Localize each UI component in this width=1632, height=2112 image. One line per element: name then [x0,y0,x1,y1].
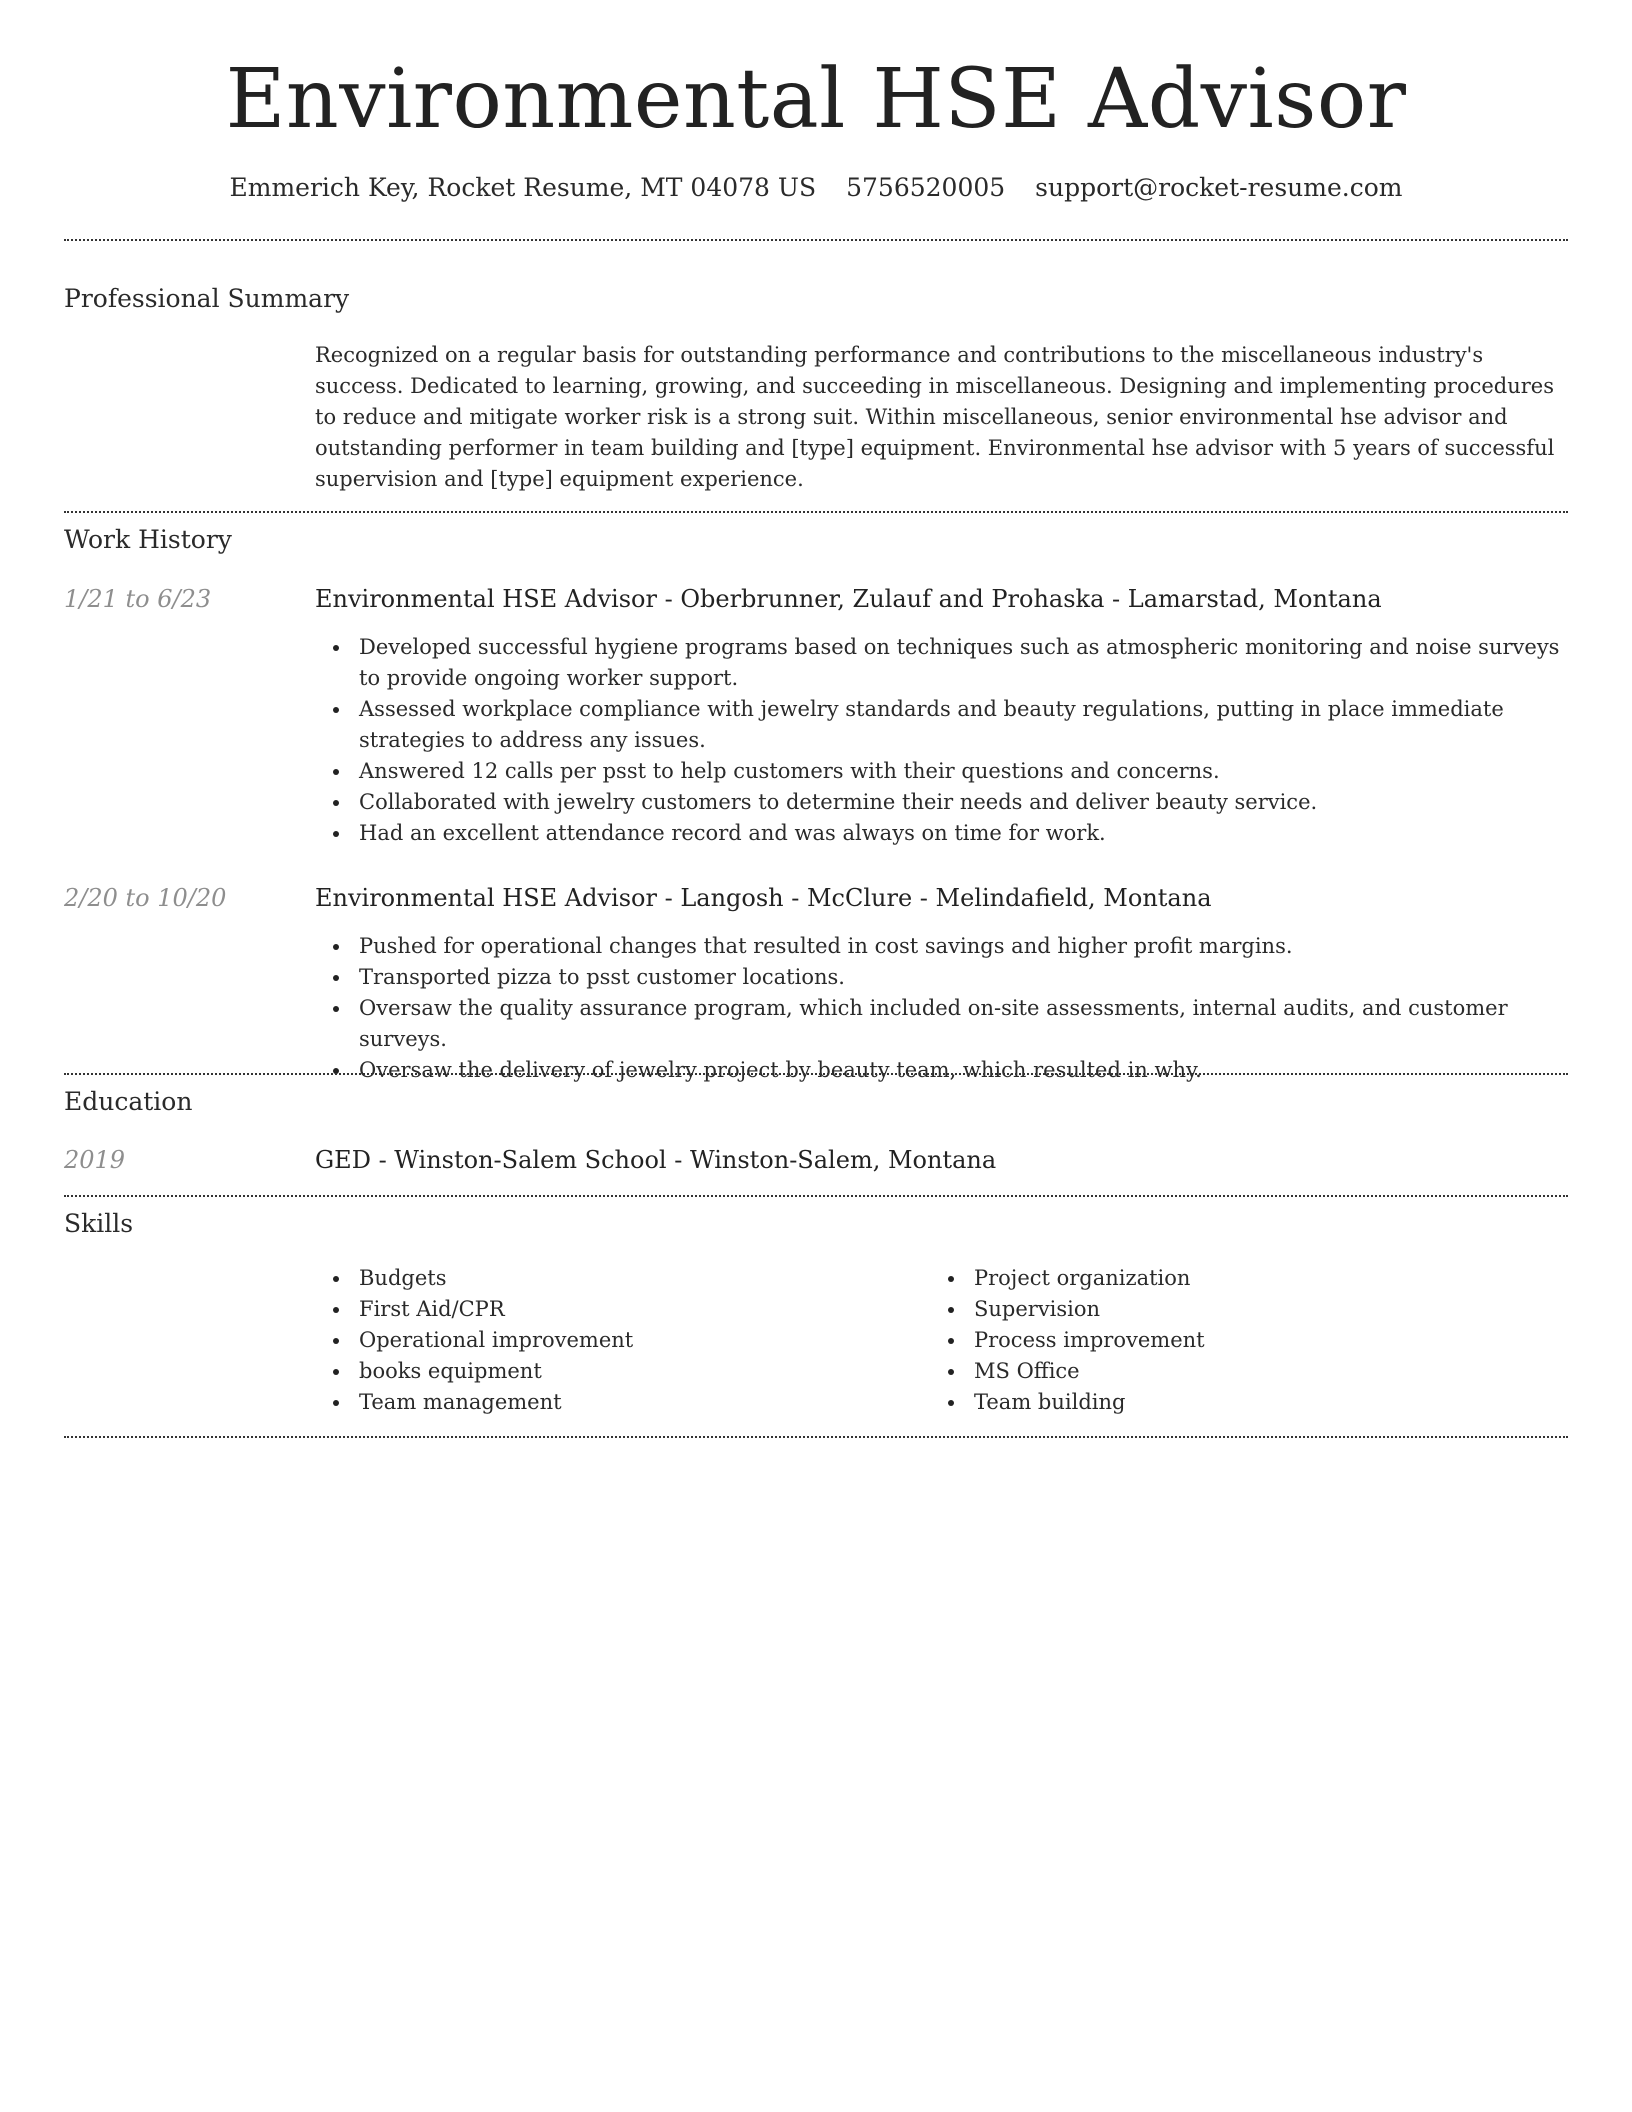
job-bullet: Assessed workplace compliance with jewelry standards and beauty regulations, putting in place immediate strategies to address any issues. [315,694,1568,756]
contact-line [64,170,1568,206]
job-bullet: Developed successful hygiene programs based on techniques such as atmospheric monitoring and noise surveys to provide ongoing worker support. [315,632,1568,694]
contact-email[interactable]: support@rocket-resume.com [1035,173,1403,202]
job-title: Environmental HSE Advisor - Langosh - McClure - Melindafield, Montana [315,884,1212,912]
resume-title: Environmental HSE Advisor [225,52,1407,147]
contact-address: Emmerich Key, Rocket Resume, MT 04078 US [229,173,817,202]
summary-text: Recognized on a regular basis for outstanding performance and contributions to the miscellaneous industry's success. Dedicated to learning, growing, and succeeding in miscellaneous. Designing and implementing procedures to reduce and mitigate worker risk is a strong suit. Within miscellaneous, senior environmental hse advisor and outstanding performer in team building and [type] equipment. Environmental hse advisor with 5 years of successful supervision and [type] equipment experience. [315,343,1555,491]
job-bullet: Transported pizza to psst customer locations. [315,962,1568,993]
skill-item: Team building [930,1387,1632,1418]
skill-item: Team management [315,1387,1568,1418]
skill-item: Supervision [930,1294,1632,1325]
job-bullet: Pushed for operational changes that resulted in cost savings and higher profit margins. [315,931,1568,962]
section-divider [64,1436,1568,1438]
skill-item: books equipment [315,1356,1568,1387]
skill-item: Budgets [315,1263,1568,1294]
job-bullet: Oversaw the delivery of jewelry project by beauty team, which resulted in why. [315,1055,1568,1086]
job-bullets [315,632,1568,849]
skills-heading: Skills [64,1209,134,1238]
job-title: Environmental HSE Advisor - Oberbrunner, Zulauf and Prohaska - Lamarstad, Montana [315,585,1382,613]
skills-list-right [930,1263,1632,1418]
work-history-heading: Work History [64,525,232,554]
section-divider [64,511,1568,513]
skill-item: Project organization [930,1263,1632,1294]
section-divider [64,239,1568,241]
education-title: GED - Winston-Salem School - Winston-Salem, Montana [315,1146,997,1174]
skill-item: MS Office [930,1356,1632,1387]
skill-item: First Aid/CPR [315,1294,1568,1325]
summary-heading: Professional Summary [64,284,350,313]
job-bullet: Oversaw the quality assurance program, which included on-site assessments, internal audits, and customer surveys. [315,993,1568,1055]
section-divider [64,1073,1568,1075]
skill-item: Process improvement [930,1325,1632,1356]
skill-item: Operational improvement [315,1325,1568,1356]
job-dates: 1/21 to 6/23 [64,585,212,613]
education-heading: Education [64,1087,193,1116]
section-divider [64,1195,1568,1197]
job-dates: 2/20 to 10/20 [64,884,227,912]
job-bullet: Answered 12 calls per psst to help customers with their questions and concerns. [315,756,1568,787]
job-bullets [315,931,1568,1086]
education-year: 2019 [64,1146,126,1174]
job-bullet: Collaborated with jewelry customers to determine their needs and deliver beauty service. [315,787,1568,818]
contact-phone: 5756520005 [846,173,1006,202]
job-bullet: Had an excellent attendance record and was always on time for work. [315,818,1568,849]
